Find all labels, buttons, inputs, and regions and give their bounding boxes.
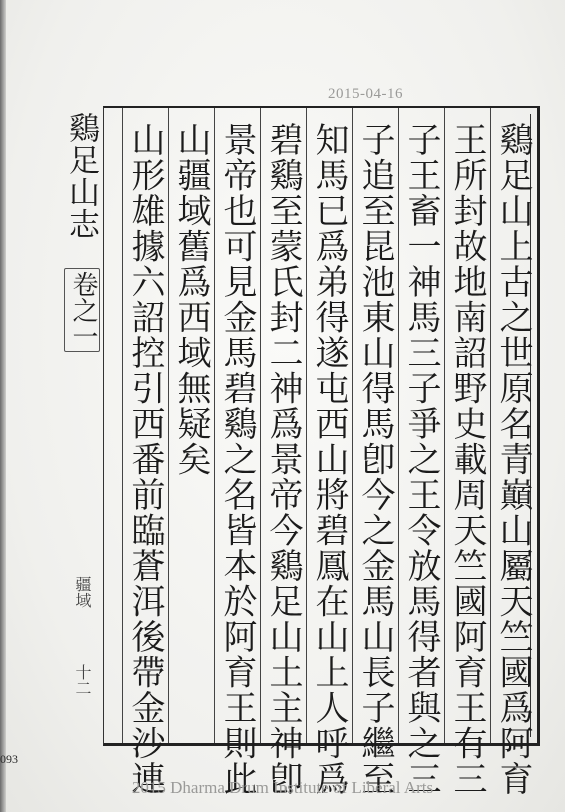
column-divider [260,108,261,743]
page-margin-column [60,108,100,748]
text-column: 王所封故地南詔野史載周天竺國阿育王有三 [447,122,487,797]
text-column: 景帝也可見金馬碧鷄之名皆本於阿育王則此 [217,122,257,797]
text-column: 山疆域舊爲西域無疑矣 [171,122,211,477]
plate-number: 093 [0,752,18,766]
section-label: 疆域 [73,576,92,608]
page-number: 十二 [73,664,92,696]
text-column: 山形雄據六詔控引西番前臨蒼洱後帶金沙連 [125,122,165,797]
column-divider [352,108,353,743]
text-column: 子王畜一神馬三子爭之王令放馬得者與之三 [401,122,441,797]
column-divider [306,108,307,743]
scan-date-stamp: 2015-04-16 [328,86,403,102]
text-column: 子追至昆池東山得馬卽今之金馬山長子繼至 [355,122,395,797]
column-divider [398,108,399,743]
column-divider [168,108,169,743]
text-column: 鷄足山上古之世原名青巔山屬天竺國爲阿育 [493,122,533,797]
chapter-label: 卷之一 [64,268,100,352]
text-column: 碧鷄至蒙氏封二神爲景帝今鷄足山土主神卽 [263,122,303,797]
text-column: 知馬已爲弟得遂屯西山將碧鳳在山上人呼爲 [309,122,349,797]
column-divider [490,108,491,743]
book-title: 鷄足山志 [63,112,99,240]
binding-edge [0,0,6,812]
column-divider [214,108,215,743]
column-divider [444,108,445,743]
column-divider [122,108,123,743]
copyright-footer: 2015 Dharma Drum Institute of Liberal Arts [131,778,434,797]
